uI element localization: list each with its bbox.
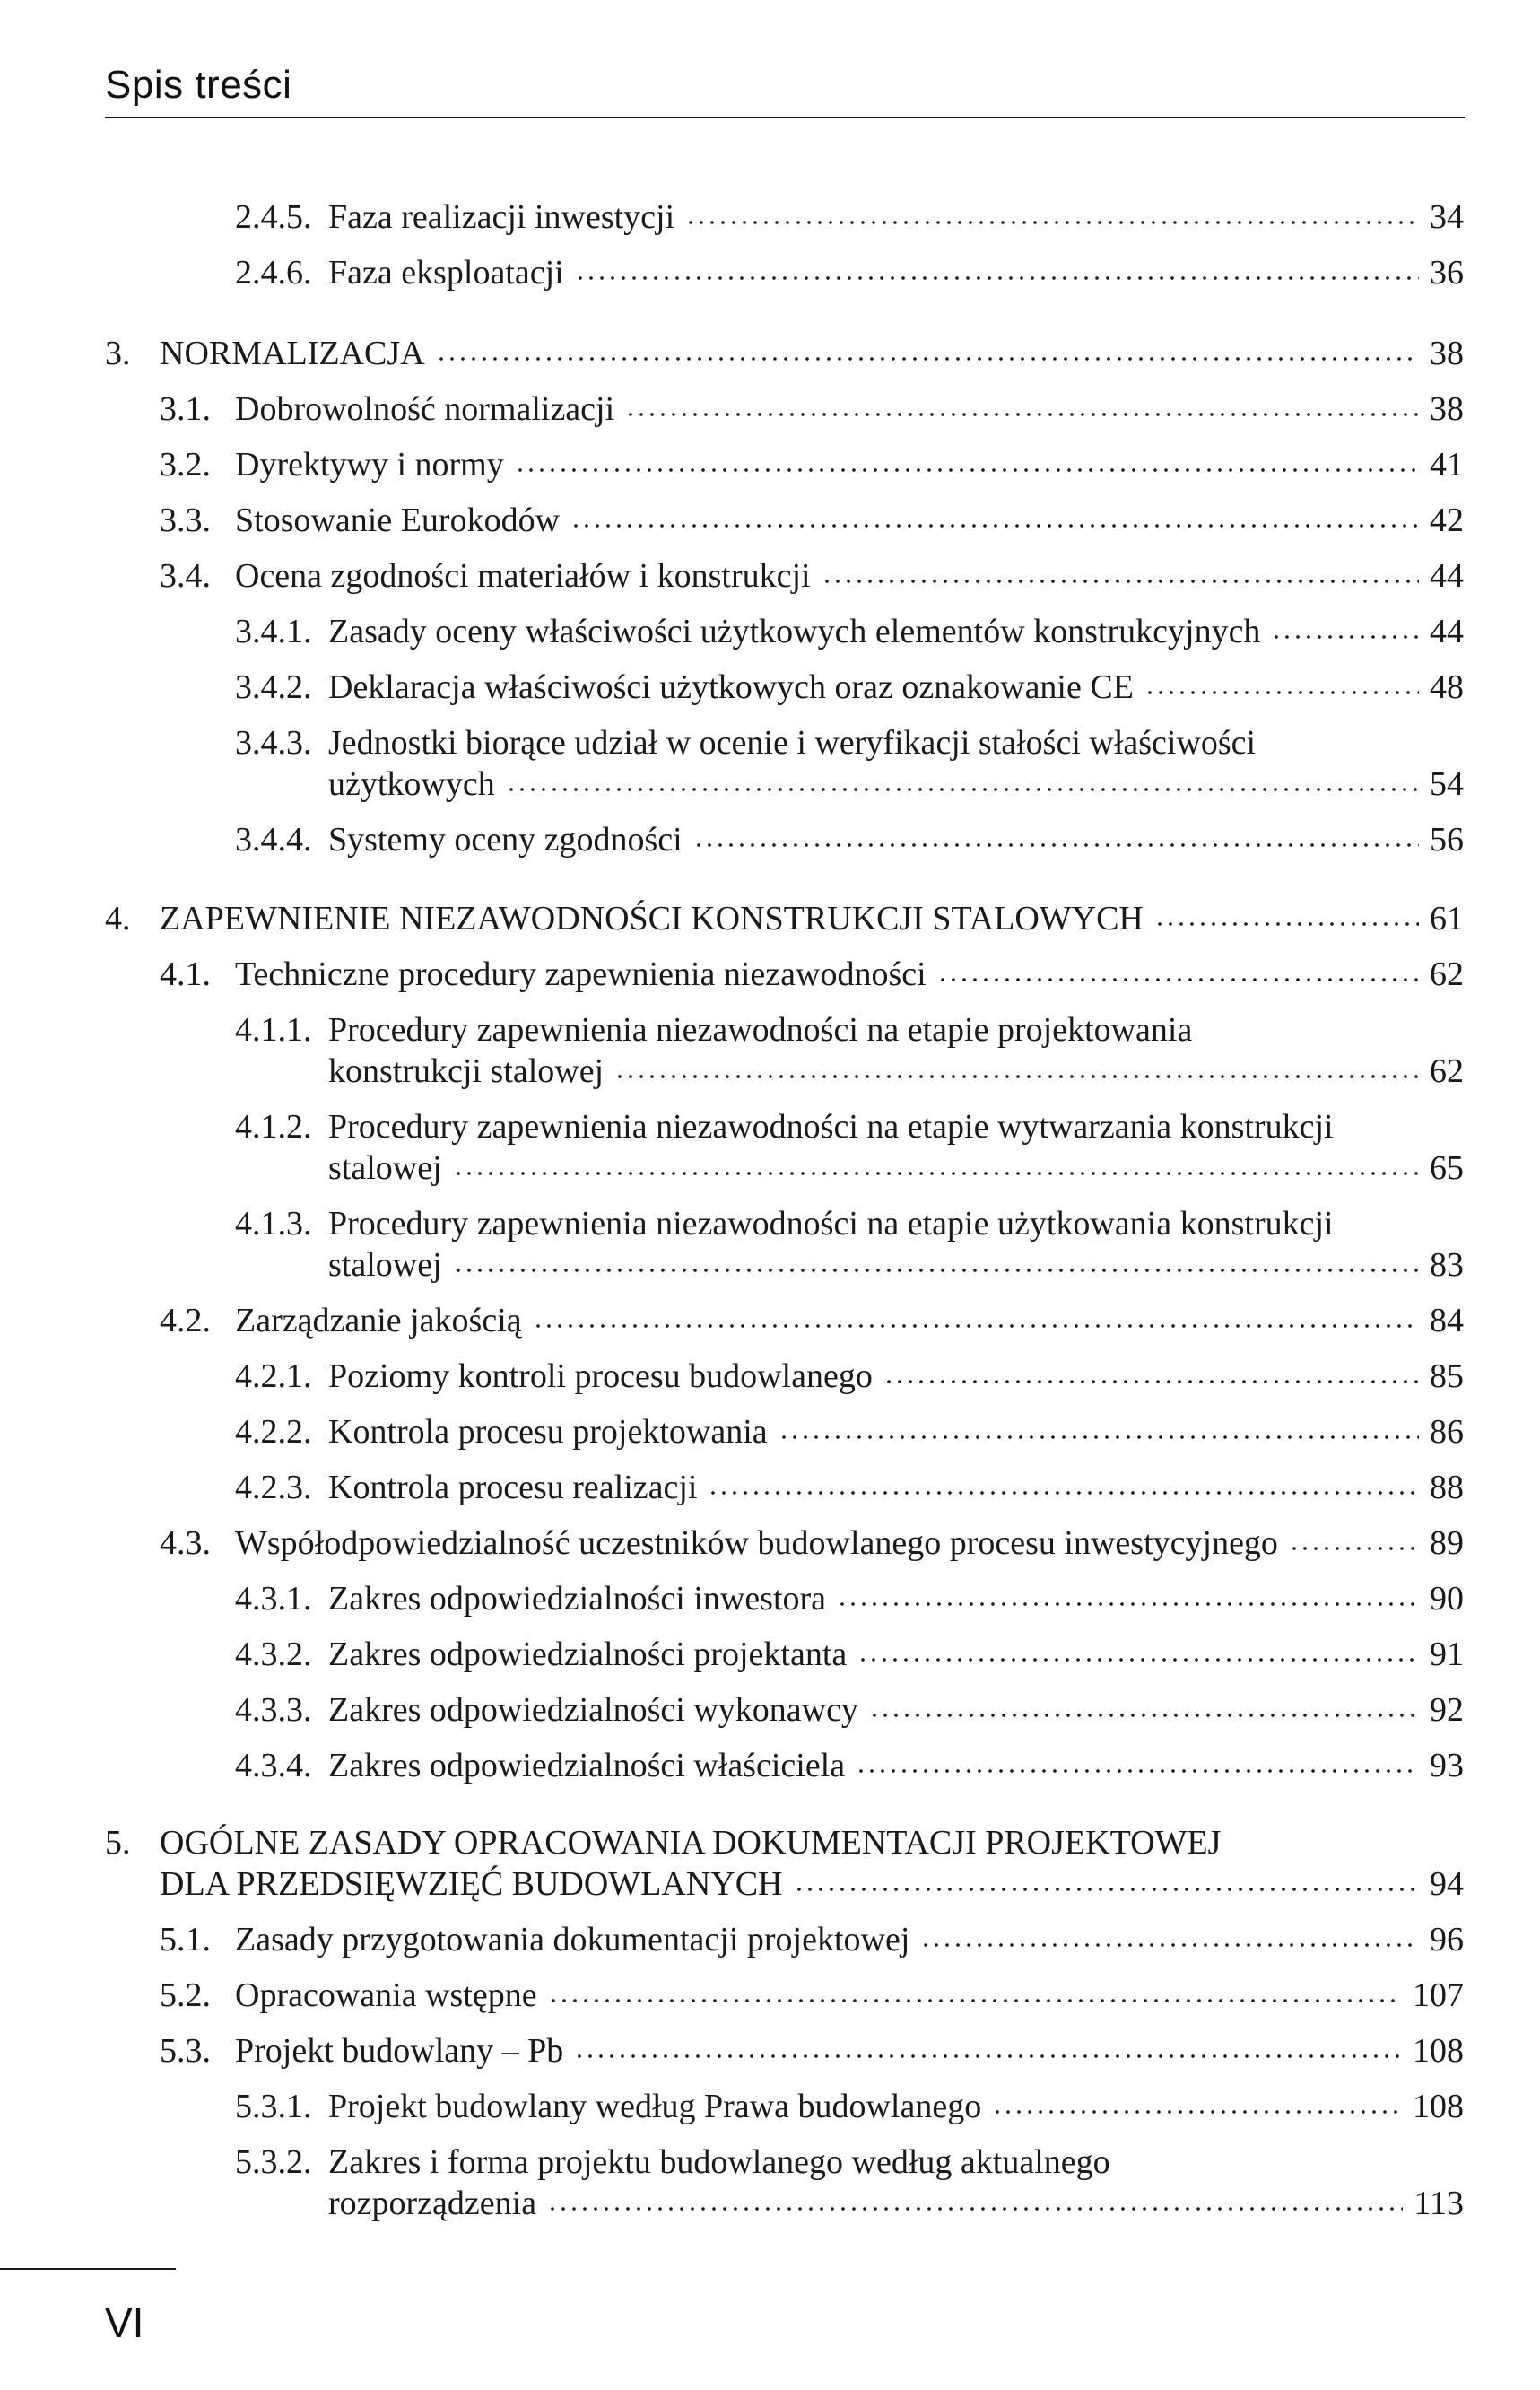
toc-entry-page: 108 xyxy=(1413,2032,1464,2070)
toc-entry-title: Kontrola procesu realizacji xyxy=(328,1469,698,1506)
toc-entry-page: 88 xyxy=(1430,1469,1464,1506)
toc-entry-page: 62 xyxy=(1430,955,1464,993)
toc-entry-page: 113 xyxy=(1414,2185,1464,2222)
dot-leader xyxy=(856,1769,1419,1773)
dot-leader xyxy=(920,1943,1419,1947)
toc-entry-number: 5. xyxy=(105,1824,131,1862)
toc-entry-title: Zakres odpowiedzialności właściciela xyxy=(328,1747,846,1784)
dot-leader xyxy=(625,413,1419,416)
toc-entry xyxy=(160,1299,1464,1342)
toc-entry-page: 96 xyxy=(1430,1921,1464,1958)
dot-leader xyxy=(614,1075,1419,1078)
toc-entry-title: Procedury zapewnienia niezawodności na etapie użytkowania konstrukcji xyxy=(328,1205,1334,1243)
dot-leader xyxy=(453,1269,1419,1272)
toc-entry-line1 xyxy=(235,1105,1334,1148)
toc-entry xyxy=(235,1633,1464,1676)
toc-entry-page: 61 xyxy=(1430,900,1464,938)
toc-entry-title: Stosowanie Eurokodów xyxy=(235,502,561,539)
toc-entry-number: 3.1. xyxy=(160,390,211,428)
toc-entry-number: 4.1.3. xyxy=(235,1205,312,1243)
toc-entry-page: 86 xyxy=(1430,1413,1464,1451)
dot-leader xyxy=(515,468,1419,472)
dot-leader xyxy=(779,1435,1419,1439)
toc-entry-page: 44 xyxy=(1430,557,1464,595)
toc-entry-title: Ocena zgodności materiałów i konstrukcji xyxy=(235,557,811,595)
toc-entry-number: 3.3. xyxy=(160,502,211,539)
dot-leader xyxy=(574,2054,1402,2058)
toc-entry xyxy=(160,554,1464,598)
toc-entry-title: Projekt budowlany – Pb xyxy=(235,2032,564,2070)
toc-entry-page: 34 xyxy=(1430,198,1464,236)
toc-entry-page: 36 xyxy=(1430,254,1464,292)
toc-entry-title: Dobrowolność normalizacji xyxy=(235,390,615,428)
toc-entry-title: Poziomy kontroli procesu budowlanego xyxy=(328,1357,873,1395)
toc-entry-page: 108 xyxy=(1413,2088,1464,2125)
toc-entry-title: Zarządzanie jakością xyxy=(235,1302,522,1339)
toc-entry-line2 xyxy=(328,763,1464,806)
toc-entry-number: 4.1.1. xyxy=(235,1011,312,1049)
toc-entry xyxy=(160,1522,1464,1565)
toc-entry-number: 4.2.2. xyxy=(235,1413,312,1451)
toc-entry-page: 48 xyxy=(1430,668,1464,706)
toc-entry-number: 3.4.2. xyxy=(235,668,312,706)
toc-entry-title: Zasady przygotowania dokumentacji projektowej xyxy=(235,1921,910,1958)
toc-entry xyxy=(160,499,1464,542)
toc-entry-title-continued: stalowej xyxy=(328,1149,442,1187)
toc-entry-line2 xyxy=(328,2182,1464,2225)
toc-entry-page: 83 xyxy=(1430,1246,1464,1284)
toc-entry-line2 xyxy=(328,1243,1464,1287)
toc-entry-page: 42 xyxy=(1430,502,1464,539)
toc-entry xyxy=(235,2085,1464,2128)
toc-entry xyxy=(235,1410,1464,1453)
toc-entry-title: Procedury zapewnienia niezawodności na etapie wytwarzania konstrukcji xyxy=(328,1108,1334,1146)
page-header-title: Spis treści xyxy=(105,63,292,107)
toc-entry xyxy=(160,388,1464,431)
toc-entry-number: 4.2.1. xyxy=(235,1357,312,1395)
toc-entry-page: 85 xyxy=(1430,1357,1464,1395)
toc-entry xyxy=(160,443,1464,486)
dot-leader xyxy=(837,1602,1419,1606)
toc-entry-title: Zakres odpowiedzialności inwestora xyxy=(328,1580,827,1618)
toc-entry-title: ZAPEWNIENIE NIEZAWODNOŚCI KONSTRUKCJI STALOWYCH xyxy=(160,900,1144,938)
toc-entry-page: 93 xyxy=(1430,1747,1464,1784)
toc-entry-title-continued: rozporządzenia xyxy=(328,2185,537,2222)
dot-leader xyxy=(1289,1547,1419,1550)
dot-leader xyxy=(506,788,1419,791)
toc-entry-number: 5.3.2. xyxy=(235,2143,312,2181)
toc-entry-number: 2.4.6. xyxy=(235,254,312,292)
toc-entry-number: 3.4.1. xyxy=(235,613,312,650)
toc-entry-title: Faza realizacji inwestycji xyxy=(328,198,675,236)
dot-leader xyxy=(533,1324,1419,1328)
dot-leader xyxy=(708,1491,1419,1495)
toc-entry-line1 xyxy=(235,2141,1110,2184)
toc-entry-number: 4.3.4. xyxy=(235,1747,312,1784)
toc-entry-page: 38 xyxy=(1430,335,1464,372)
toc-entry-page: 89 xyxy=(1430,1524,1464,1562)
toc-entry-line1 xyxy=(235,1202,1334,1245)
toc-entry-title: Zakres odpowiedzialności projektanta xyxy=(328,1635,848,1673)
toc-entry xyxy=(160,2029,1464,2072)
toc-entry-number: 4.2.3. xyxy=(235,1469,312,1506)
toc-entry-page: 91 xyxy=(1430,1635,1464,1673)
footer-rule xyxy=(0,2268,176,2270)
toc-entry-line1 xyxy=(235,1008,1192,1051)
toc-entry-title-continued: DLA PRZEDSIĘWZIĘĆ BUDOWLANYCH xyxy=(160,1865,783,1903)
toc-entry-page: 92 xyxy=(1430,1691,1464,1729)
toc-entry-title: Projekt budowlany według Prawa budowlanego xyxy=(328,2088,982,2125)
toc-entry xyxy=(105,332,1464,375)
toc-entry-page: 94 xyxy=(1430,1865,1464,1903)
toc-entry xyxy=(235,1577,1464,1620)
dot-leader xyxy=(570,524,1419,528)
toc-entry-page: 56 xyxy=(1430,821,1464,859)
dot-leader xyxy=(436,357,1419,361)
dot-leader xyxy=(822,580,1419,583)
toc-entry-number: 4. xyxy=(105,900,131,938)
toc-entry-number: 2.4.5. xyxy=(235,198,312,236)
toc-entry-number: 5.2. xyxy=(160,1976,211,2014)
toc-entry-title: Techniczne procedury zapewnienia niezawodności xyxy=(235,955,927,993)
toc-entry xyxy=(235,1466,1464,1509)
toc-entry-title-continued: konstrukcji stalowej xyxy=(328,1052,605,1090)
toc-entry-page: 62 xyxy=(1430,1052,1464,1090)
toc-entry-title: Zasady oceny właściwości użytkowych elementów konstrukcyjnych xyxy=(328,613,1261,650)
toc-entry xyxy=(105,897,1464,940)
toc-entry xyxy=(235,610,1464,653)
dot-leader xyxy=(1154,922,1419,926)
toc-entry-number: 4.3. xyxy=(160,1524,211,1562)
toc-entry-line1 xyxy=(235,721,1256,764)
toc-entry-page: 38 xyxy=(1430,390,1464,428)
toc-entry-title: NORMALIZACJA xyxy=(160,335,425,372)
dot-leader xyxy=(453,1172,1419,1175)
toc-entry-page: 90 xyxy=(1430,1580,1464,1618)
toc-entry-number: 4.3.3. xyxy=(235,1691,312,1729)
toc-entry xyxy=(160,1918,1464,1961)
toc-entry-number: 4.1. xyxy=(160,955,211,993)
toc-entry-number: 3.4.4. xyxy=(235,821,312,859)
toc-entry-number: 4.2. xyxy=(160,1302,211,1339)
dot-leader xyxy=(1271,635,1419,639)
toc-entry-title-continued: użytkowych xyxy=(328,765,495,803)
toc-entry-number: 3. xyxy=(105,335,131,372)
toc-entry-page: 44 xyxy=(1430,613,1464,650)
dot-leader xyxy=(693,843,1419,847)
toc-entry-title: Kontrola procesu projektowania xyxy=(328,1413,768,1451)
page-number: VI xyxy=(105,2299,144,2346)
toc-entry-number: 5.3.1. xyxy=(235,2088,312,2125)
dot-leader xyxy=(1144,691,1419,694)
dot-leader xyxy=(547,2207,1403,2211)
toc-entry-page: 65 xyxy=(1430,1149,1464,1187)
toc-entry xyxy=(235,1688,1464,1731)
dot-leader xyxy=(857,1658,1419,1662)
dot-leader xyxy=(548,1999,1402,2002)
toc-entry-number: 4.1.2. xyxy=(235,1108,312,1146)
toc-entry-line2 xyxy=(328,1147,1464,1190)
toc-entry-number: 3.4. xyxy=(160,557,211,595)
toc-entry-title: Zakres i forma projektu budowlanego według aktualnego xyxy=(328,2143,1110,2181)
toc-entry-page: 107 xyxy=(1413,1976,1464,2014)
dot-leader xyxy=(685,221,1419,224)
toc-entry-line1 xyxy=(105,1821,1221,1864)
toc-entry xyxy=(160,953,1464,996)
toc-entry-title: Systemy oceny zgodności xyxy=(328,821,683,859)
toc-entry xyxy=(160,1974,1464,2017)
dot-leader xyxy=(937,978,1419,981)
toc-entry-number: 5.1. xyxy=(160,1921,211,1958)
toc-entry-title: Deklaracja właściwości użytkowych oraz oznakowanie CE xyxy=(328,668,1134,706)
toc-entry-title: OGÓLNE ZASADY OPRACOWANIA DOKUMENTACJI PROJEKTOWEJ xyxy=(160,1824,1222,1862)
dot-leader xyxy=(869,1714,1419,1717)
toc-entry-number: 3.4.3. xyxy=(235,724,312,762)
toc-entry xyxy=(235,251,1464,294)
toc-entry-page: 84 xyxy=(1430,1302,1464,1339)
toc-entry-page: 54 xyxy=(1430,765,1464,803)
toc-entry-number: 5.3. xyxy=(160,2032,211,2070)
toc-entry-title-continued: stalowej xyxy=(328,1246,442,1284)
toc-entry xyxy=(235,818,1464,861)
toc-entry-number: 4.3.1. xyxy=(235,1580,312,1618)
toc-entry-title: Jednostki biorące udział w ocenie i weryfikacji stałości właściwości xyxy=(328,724,1257,762)
toc-entry-line2 xyxy=(328,1050,1464,1093)
toc-entry-title: Opracowania wstępne xyxy=(235,1976,537,2014)
dot-leader xyxy=(883,1380,1419,1383)
toc-entry-title: Dyrektywy i normy xyxy=(235,446,504,484)
toc-entry xyxy=(235,666,1464,709)
toc-entry-title: Zakres odpowiedzialności wykonawcy xyxy=(328,1691,858,1729)
dot-leader xyxy=(575,276,1419,280)
toc-entry-line2 xyxy=(160,1862,1464,1906)
dot-leader xyxy=(992,2110,1402,2114)
dot-leader xyxy=(794,1888,1419,1891)
toc-entry-title: Procedury zapewnienia niezawodności na etapie projektowania xyxy=(328,1011,1193,1049)
toc-entry-title: Współodpowiedzialność uczestników budowlanego procesu inwestycyjnego xyxy=(235,1524,1278,1562)
toc-entry xyxy=(235,1744,1464,1787)
toc-entry-title: Faza eksploatacji xyxy=(328,254,564,292)
toc-entry-number: 4.3.2. xyxy=(235,1635,312,1673)
toc-entry xyxy=(235,196,1464,239)
toc-entry xyxy=(235,1355,1464,1398)
toc-entry-page: 41 xyxy=(1430,446,1464,484)
toc-entry-number: 3.2. xyxy=(160,446,211,484)
